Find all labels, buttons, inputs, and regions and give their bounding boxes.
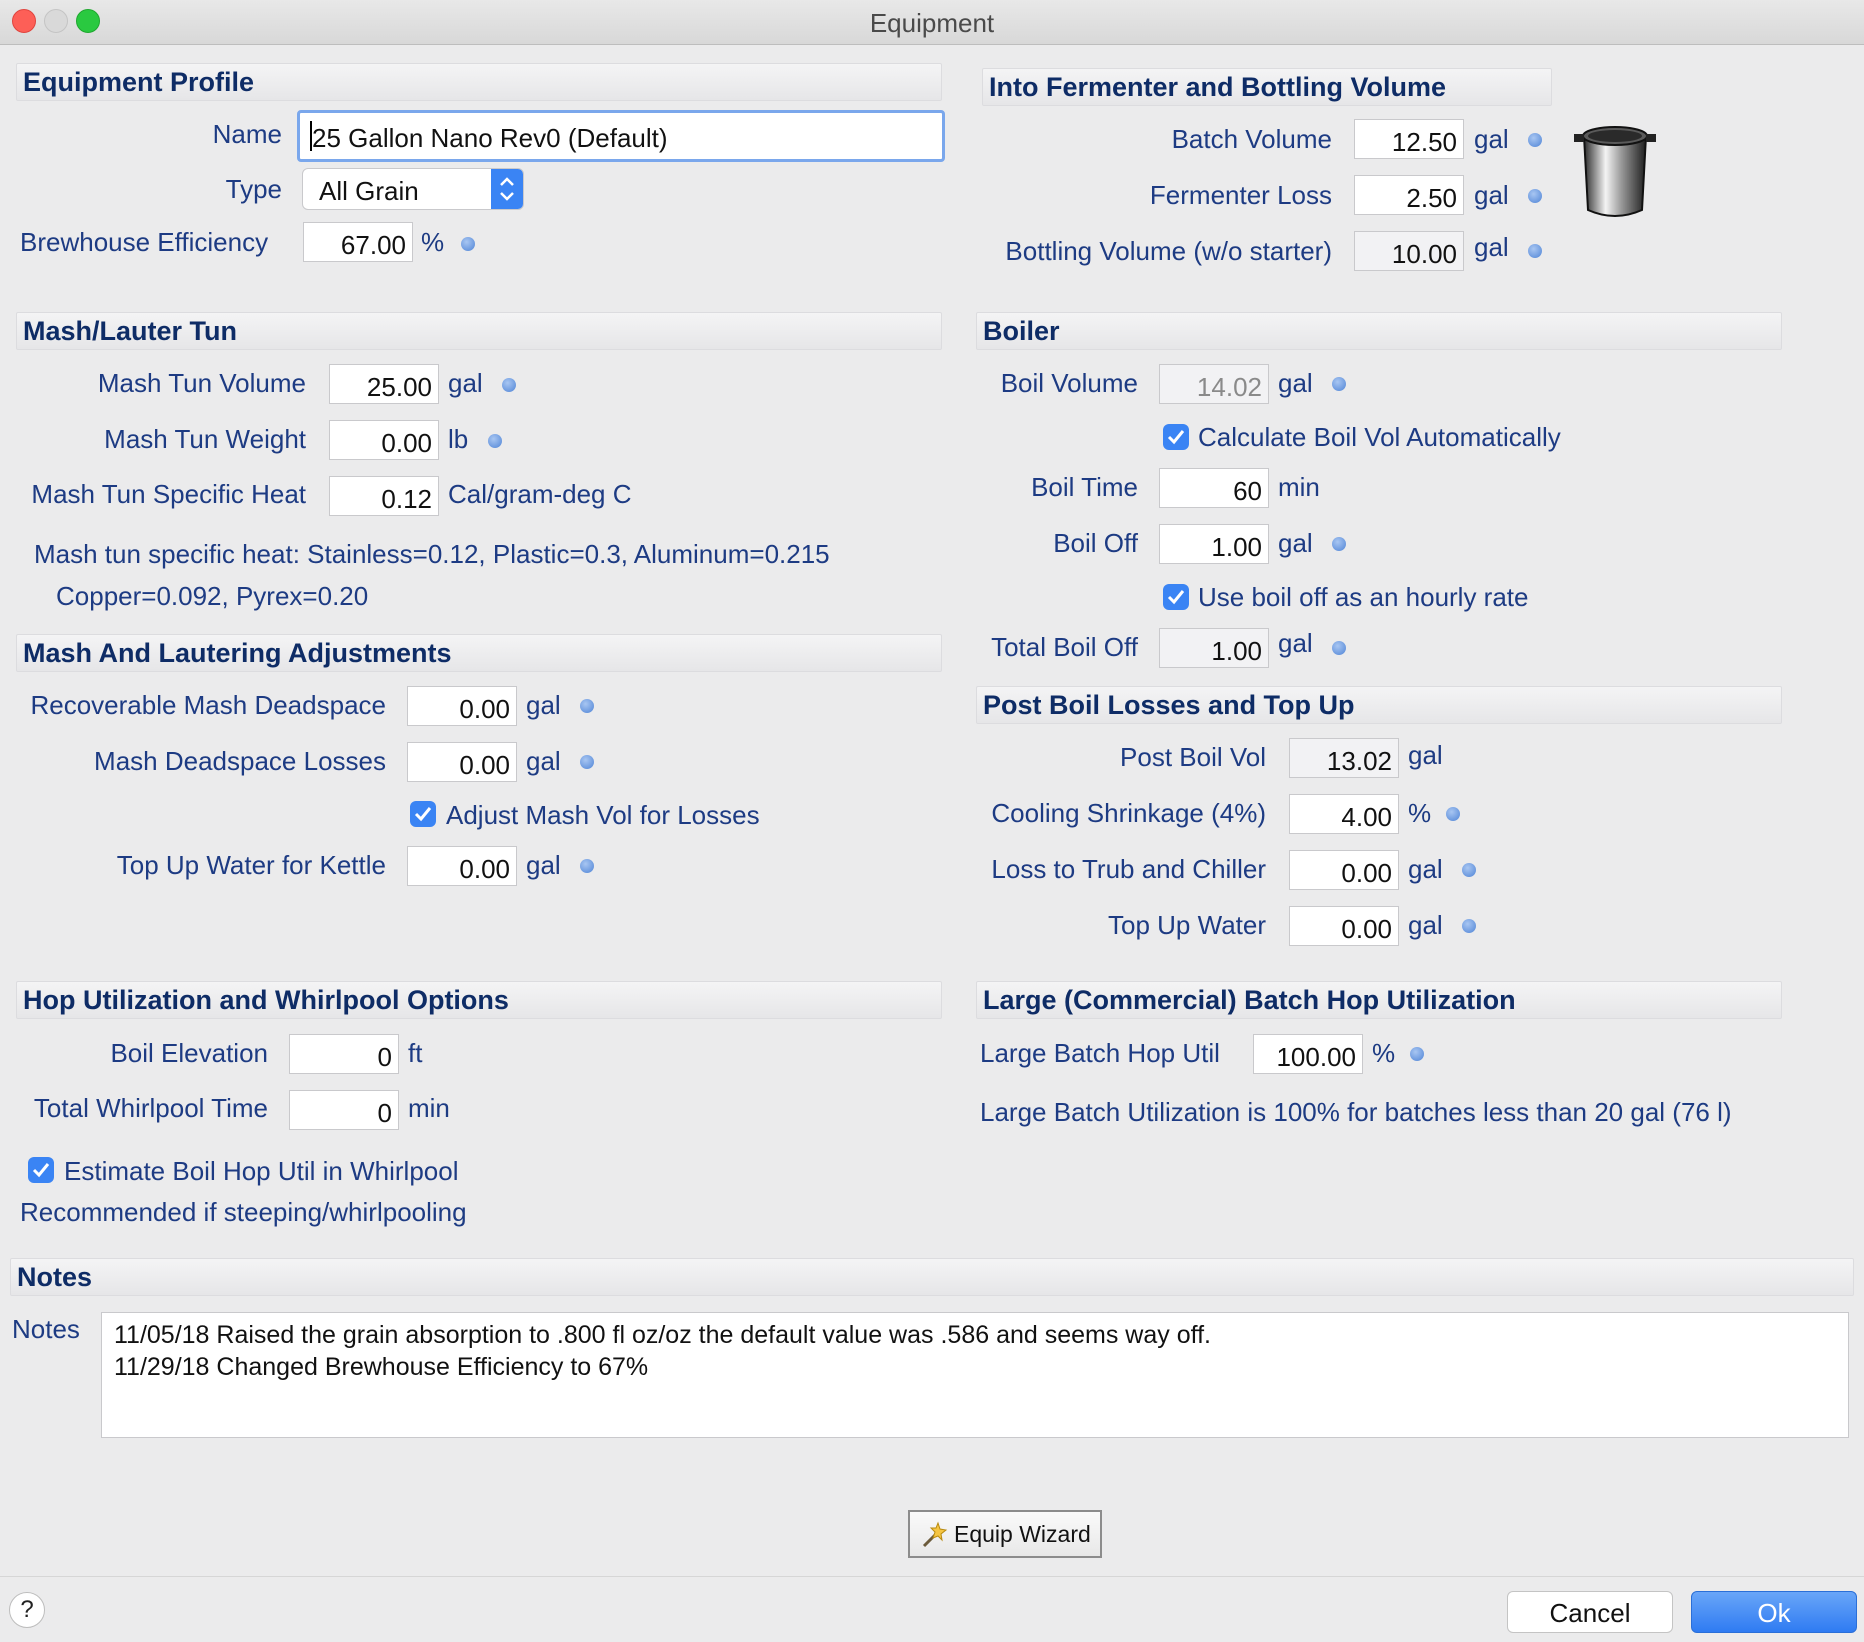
large-batch-util-unit: % [1372,1038,1396,1068]
footer-divider [0,1576,1864,1577]
deadspace-losses-unit: gal [526,746,561,776]
fermenter-loss-input[interactable]: 2.50 [1354,175,1464,215]
top-up-water-unit: gal [1408,910,1443,940]
type-value: All Grain [319,176,419,206]
mash-tun-specific-heat-label: Mash Tun Specific Heat [31,479,306,509]
deadspace-losses-input[interactable]: 0.00 [407,742,517,782]
ok-label: Ok [1757,1598,1791,1628]
info-dot-icon[interactable] [1462,919,1476,933]
window-title: Equipment [869,8,995,38]
name-label: Name [212,119,282,149]
mash-tun-weight-input[interactable]: 0.00 [329,420,439,460]
select-stepper-icon [491,169,523,209]
bottling-volume-label: Bottling Volume (w/o starter) [1005,236,1332,266]
title-bar [0,0,1864,45]
brewhouse-efficiency-input[interactable]: 67.00 [303,222,413,262]
boil-time-unit: min [1278,472,1320,502]
calculate-boil-vol-checkbox[interactable] [1163,424,1189,450]
adjust-mash-vol-checkbox[interactable] [410,801,436,827]
whirlpool-time-input[interactable]: 0 [289,1090,399,1130]
section-hop-utilization: Hop Utilization and Whirlpool Options [16,981,942,1019]
bottling-volume-value: 10.00 [1354,231,1464,271]
mash-tun-volume-label: Mash Tun Volume [97,368,306,398]
total-boil-off-unit: gal [1278,628,1313,658]
info-dot-icon[interactable] [1410,1047,1424,1061]
boil-elevation-label: Boil Elevation [110,1038,268,1068]
notes-label: Notes [12,1314,80,1344]
mash-tun-specific-heat-input[interactable]: 0.12 [329,476,439,516]
batch-volume-label: Batch Volume [1171,124,1332,154]
boil-volume-label: Boil Volume [1000,368,1138,398]
top-up-water-input[interactable]: 0.00 [1289,906,1399,946]
total-boil-off-label: Total Boil Off [991,632,1138,662]
notes-line: 11/05/18 Raised the grain absorption to .800 fl oz/oz the default value was .586 and seems way off. [114,1321,1211,1349]
boil-off-input[interactable]: 1.00 [1159,524,1269,564]
batch-volume-input[interactable]: 12.50 [1354,119,1464,159]
cooling-shrinkage-input[interactable]: 4.00 [1289,794,1399,834]
cancel-button[interactable] [1507,1591,1673,1633]
equip-wizard-button[interactable] [908,1510,1102,1558]
section-large-batch: Large (Commercial) Batch Hop Utilization [976,981,1782,1019]
help-label: ? [20,1596,34,1623]
info-dot-icon[interactable] [580,755,594,769]
kettle-icon [1572,118,1658,220]
brewhouse-efficiency-unit: % [421,227,445,257]
info-dot-icon[interactable] [1332,537,1346,551]
large-batch-note: Large Batch Utilization is 100% for batches less than 20 gal (76 l) [980,1097,1732,1127]
recoverable-deadspace-label: Recoverable Mash Deadspace [30,690,386,720]
info-dot-icon[interactable] [1332,377,1346,391]
info-dot-icon[interactable] [488,434,502,448]
boil-volume-unit: gal [1278,368,1313,398]
boil-volume-value: 14.02 [1159,364,1269,404]
whirlpool-time-unit: min [408,1093,450,1123]
magic-wand-icon [918,1520,948,1550]
fermenter-loss-label: Fermenter Loss [1149,180,1332,210]
info-dot-icon[interactable] [1332,641,1346,655]
top-up-kettle-input[interactable]: 0.00 [407,846,517,886]
cancel-label: Cancel [1549,1598,1631,1628]
type-label: Type [225,174,282,204]
cooling-shrinkage-unit: % [1408,798,1432,828]
section-post-boil: Post Boil Losses and Top Up [976,686,1782,724]
adjust-mash-vol-label: Adjust Mash Vol for Losses [446,800,760,830]
boil-time-input[interactable]: 60 [1159,468,1269,508]
info-dot-icon[interactable] [1528,244,1542,258]
calculate-boil-vol-label: Calculate Boil Vol Automatically [1198,422,1561,452]
top-up-kettle-unit: gal [526,850,561,880]
info-dot-icon[interactable] [1528,189,1542,203]
mash-tun-volume-unit: gal [448,368,483,398]
name-value: 25 Gallon Nano Rev0 (Default) [312,123,668,153]
deadspace-losses-label: Mash Deadspace Losses [94,746,386,776]
recoverable-deadspace-input[interactable]: 0.00 [407,686,517,726]
mash-tun-volume-input[interactable]: 25.00 [329,364,439,404]
name-field[interactable] [297,110,945,162]
boil-elevation-unit: ft [408,1038,423,1068]
total-boil-off-value: 1.00 [1159,628,1269,668]
type-select[interactable] [302,168,524,210]
brewhouse-efficiency-label: Brewhouse Efficiency [20,227,269,257]
info-dot-icon[interactable] [502,378,516,392]
mash-tun-specific-heat-unit: Cal/gram-deg C [448,479,632,509]
section-boiler: Boiler [976,312,1782,350]
boil-time-label: Boil Time [1031,472,1138,502]
section-mash-lauter-tun: Mash/Lauter Tun [16,312,942,350]
hourly-rate-checkbox[interactable] [1163,584,1189,610]
info-dot-icon[interactable] [580,699,594,713]
whirlpool-recommendation: Recommended if steeping/whirlpooling [20,1197,467,1227]
info-dot-icon[interactable] [580,859,594,873]
info-dot-icon[interactable] [1446,807,1460,821]
section-equipment-profile: Equipment Profile [16,63,942,101]
estimate-whirlpool-checkbox[interactable] [28,1157,54,1183]
trub-chiller-loss-label: Loss to Trub and Chiller [991,854,1266,884]
trub-chiller-loss-input[interactable]: 0.00 [1289,850,1399,890]
boil-off-unit: gal [1278,528,1313,558]
post-boil-vol-unit: gal [1408,740,1443,770]
section-mash-adjustments: Mash And Lautering Adjustments [16,634,942,672]
recoverable-deadspace-unit: gal [526,690,561,720]
top-up-kettle-label: Top Up Water for Kettle [116,850,386,880]
specific-heat-note-line1: Mash tun specific heat: Stainless=0.12, Plastic=0.3, Aluminum=0.215 [34,539,830,569]
post-boil-vol-label: Post Boil Vol [1120,742,1266,772]
top-up-water-label: Top Up Water [1108,910,1266,940]
specific-heat-note-line2: Copper=0.092, Pyrex=0.20 [56,581,369,611]
notes-line: 11/29/18 Changed Brewhouse Efficiency to 67% [114,1353,649,1381]
equip-wizard-label: Equip Wizard [954,1521,1091,1547]
large-batch-util-input[interactable]: 100.00 [1253,1034,1363,1074]
section-into-fermenter: Into Fermenter and Bottling Volume [982,68,1552,106]
mash-tun-weight-label: Mash Tun Weight [104,424,306,454]
cooling-shrinkage-label: Cooling Shrinkage (4%) [991,798,1266,828]
fermenter-loss-unit: gal [1474,180,1509,210]
boil-off-label: Boil Off [1053,528,1138,558]
bottling-volume-unit: gal [1474,232,1509,262]
post-boil-vol-value: 13.02 [1289,738,1399,778]
ok-button[interactable] [1691,1591,1857,1633]
mash-tun-weight-unit: lb [448,424,469,454]
whirlpool-time-label: Total Whirlpool Time [33,1093,268,1123]
info-dot-icon[interactable] [461,237,475,251]
section-notes: Notes [10,1258,1854,1296]
large-batch-util-label: Large Batch Hop Util [980,1038,1220,1068]
estimate-whirlpool-label: Estimate Boil Hop Util in Whirlpool [64,1156,459,1186]
boil-elevation-input[interactable]: 0 [289,1034,399,1074]
help-button[interactable] [9,1592,45,1628]
trub-chiller-loss-unit: gal [1408,854,1443,884]
batch-volume-unit: gal [1474,124,1509,154]
notes-textarea[interactable] [101,1312,1849,1438]
info-dot-icon[interactable] [1462,863,1476,877]
info-dot-icon[interactable] [1528,133,1542,147]
hourly-rate-label: Use boil off as an hourly rate [1198,582,1529,612]
